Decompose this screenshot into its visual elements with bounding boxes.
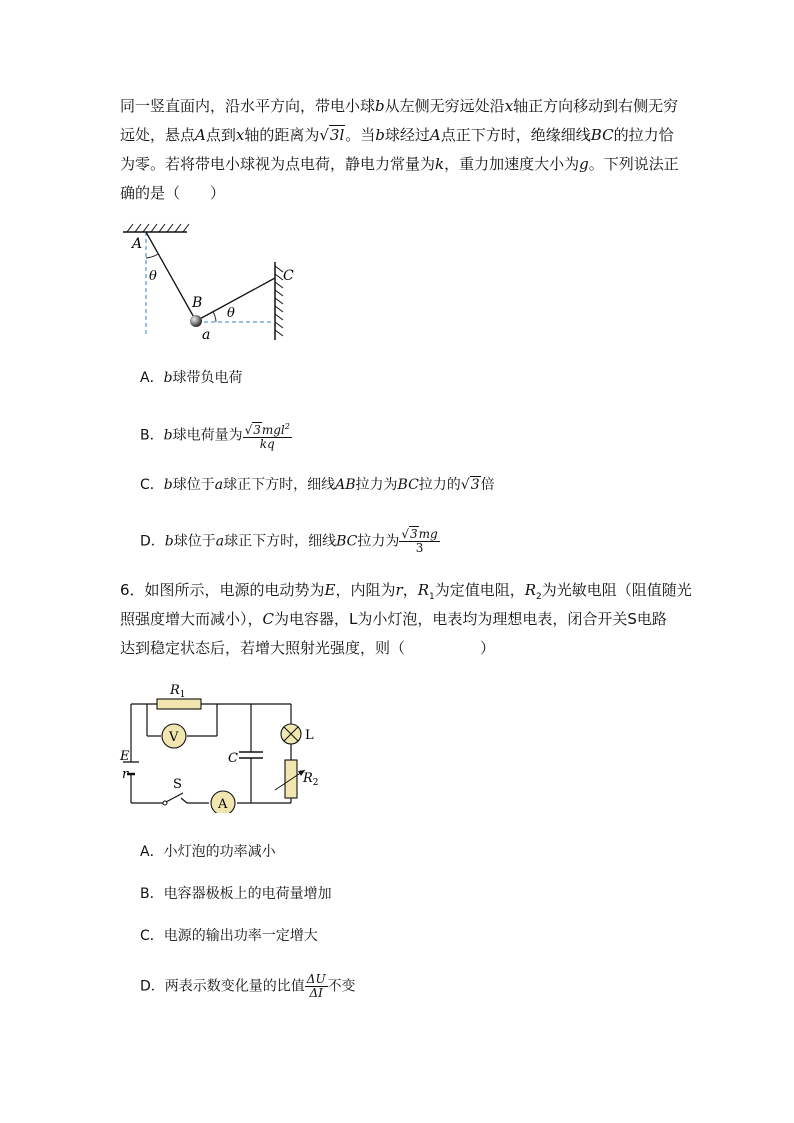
E-label: E — [120, 749, 130, 764]
label-theta-2: θ — [227, 306, 235, 321]
label-C: C — [283, 268, 294, 284]
q5-pendulum-figure — [115, 220, 315, 345]
q6-stem-line-3: 达到稳定状态后，若增大照射光强度，则（ ） — [120, 639, 496, 657]
q6-option-d[interactable]: D．两表示数变化量的比值 $\frac{\Delta U}{\Delta I}$ 不变 — [140, 972, 356, 1000]
sqrt-3l: √3l — [319, 126, 345, 144]
q6-circuit-diagram — [115, 678, 330, 813]
ammeter-label: A — [218, 797, 228, 812]
q6-option-c[interactable]: C．电源的输出功率一定增大 — [140, 928, 318, 944]
r-label: r — [122, 767, 129, 782]
label-a: a — [202, 327, 211, 343]
q6-stem-line-1: 6．如图所示，电源的电动势为E，内阻为r，$R_1$为定值电阻，$R_2$为光敏电阻（阻值随光 — [120, 581, 692, 602]
q5-option-c[interactable]: C．b球位于a球正下方时，细线AB拉力为BC拉力的√3倍 — [140, 477, 495, 493]
S-label: S — [173, 777, 182, 792]
q6-stem-line-2: 照强度增大而减小），C为电容器，L为小灯泡，电表均为理想电表，闭合开关S电路 — [120, 610, 667, 628]
q5-stem-line-2: 远处，悬点A点到x轴的距离为√3l。当b球经过A点正下方时，绝缘细线BC的拉力恰 — [120, 126, 674, 144]
q6-option-a[interactable]: A．小灯泡的功率减小 — [140, 844, 276, 860]
label-B: B — [192, 295, 203, 311]
q6-option-b[interactable]: B．电容器极板上的电荷量增加 — [140, 886, 332, 902]
R2-label: $R_2$ — [303, 771, 319, 788]
q5-stem-line-1: 同一竖直面内，沿水平方向，带电小球b从左侧无穷远处沿x轴正方向移动到右侧无穷 — [120, 97, 679, 115]
L-label: L — [305, 728, 314, 743]
voltmeter-label: V — [169, 730, 179, 745]
q5-option-a[interactable]: A．b球带负电荷 — [140, 370, 243, 386]
fraction-tension: $\frac{√3mg}{3}$ — [401, 527, 438, 555]
fraction-delta: $\frac{\Delta U}{\Delta I}$ — [306, 972, 326, 1000]
sqrt-3: √3 — [460, 477, 480, 493]
fraction-charge: $\frac{√3mgl^2}{kq}$ — [244, 422, 290, 451]
q5-option-b[interactable]: B．b球电荷量为 $\frac{√3mgl^2}{kq}$ — [140, 422, 290, 451]
q5-stem-line-4: 确的是（ ） — [120, 184, 226, 202]
C-label: C — [228, 751, 238, 766]
label-A: A — [132, 236, 143, 252]
q5-stem-line-3: 为零。若将带电小球视为点电荷，静电力常量为k，重力加速度大小为g。下列说法正 — [120, 155, 679, 173]
q5-option-d[interactable]: D．b球位于a球正下方时，细线BC拉力为 $\frac{√3mg}{3}$ — [140, 527, 438, 555]
label-theta-1: θ — [149, 269, 157, 284]
R1-label: $R_1$ — [170, 683, 186, 700]
